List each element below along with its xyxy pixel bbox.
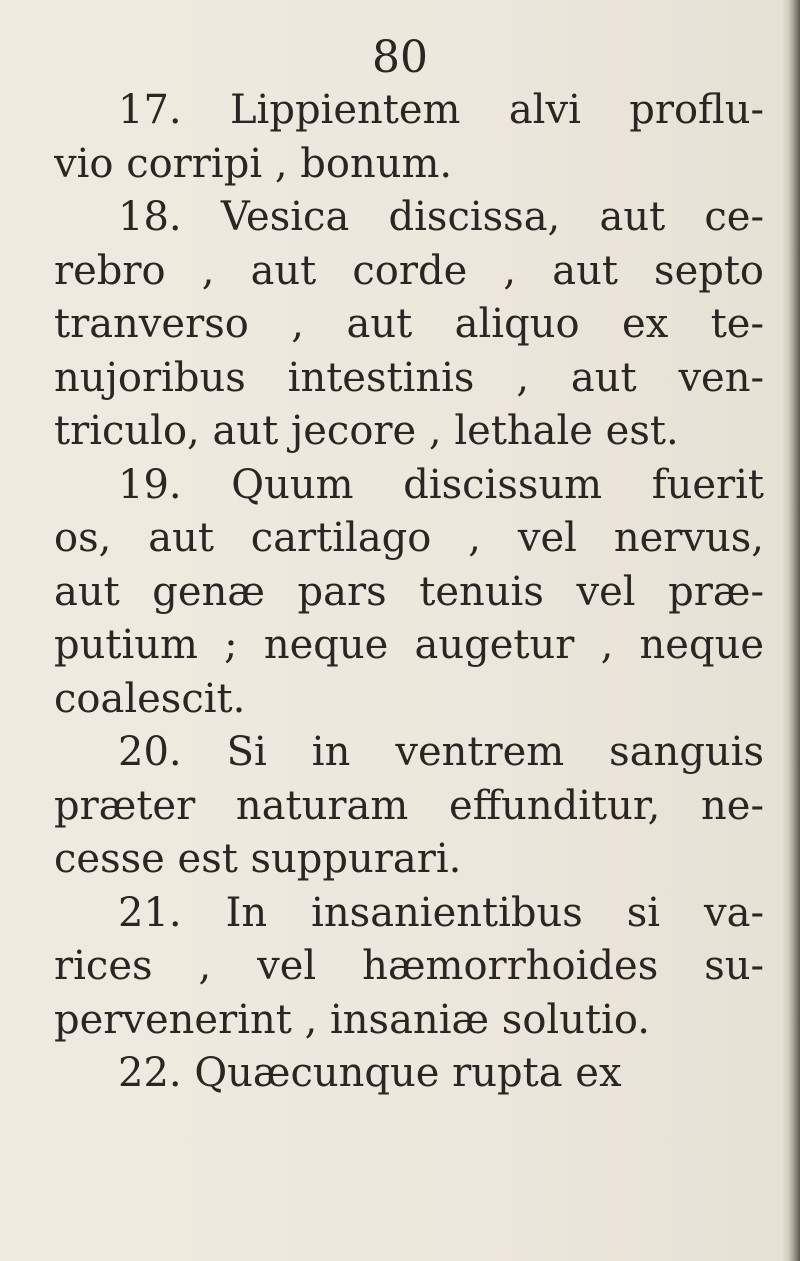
text-line: 18. Vesica discissa, aut ce- xyxy=(118,194,764,240)
text-line: nujoribus intestinis , aut ven- xyxy=(54,354,764,401)
text-line: 22. Quæcunque rupta ex xyxy=(118,1050,622,1096)
text-line: vio corripi , bonum. xyxy=(54,140,453,187)
text-line: 20. Si in ventrem sanguis xyxy=(118,729,764,775)
page-gutter-edge xyxy=(782,0,800,1261)
text-line: pervenerint , insaniæ solutio. xyxy=(54,996,650,1043)
text-line: cesse est suppurari. xyxy=(54,836,462,882)
text-line: putium ; neque augetur , neque xyxy=(54,622,764,668)
text-line: 17. Lippientem alvi proflu- xyxy=(118,87,764,133)
text-line: os, aut cartilago , vel nervus, xyxy=(54,515,764,561)
page-number: 80 xyxy=(372,32,428,83)
text-line: 19. Quum discissum fuerit xyxy=(118,461,764,508)
text-line: aut genæ pars tenuis vel præ- xyxy=(54,568,764,615)
text-line: tranverso , aut aliquo ex te- xyxy=(54,301,764,347)
text-line: coalescit. xyxy=(54,675,246,722)
text-line: triculo, aut jecore , lethale est. xyxy=(54,408,679,454)
text-line: præter naturam effunditur, ne- xyxy=(54,782,764,829)
text-line: 21. In insanientibus si va- xyxy=(118,889,764,936)
text-line: rebro , aut corde , aut septo xyxy=(54,247,764,294)
body-text xyxy=(54,84,764,1101)
text-line: rices , vel hæmorrhoides su- xyxy=(54,943,764,989)
